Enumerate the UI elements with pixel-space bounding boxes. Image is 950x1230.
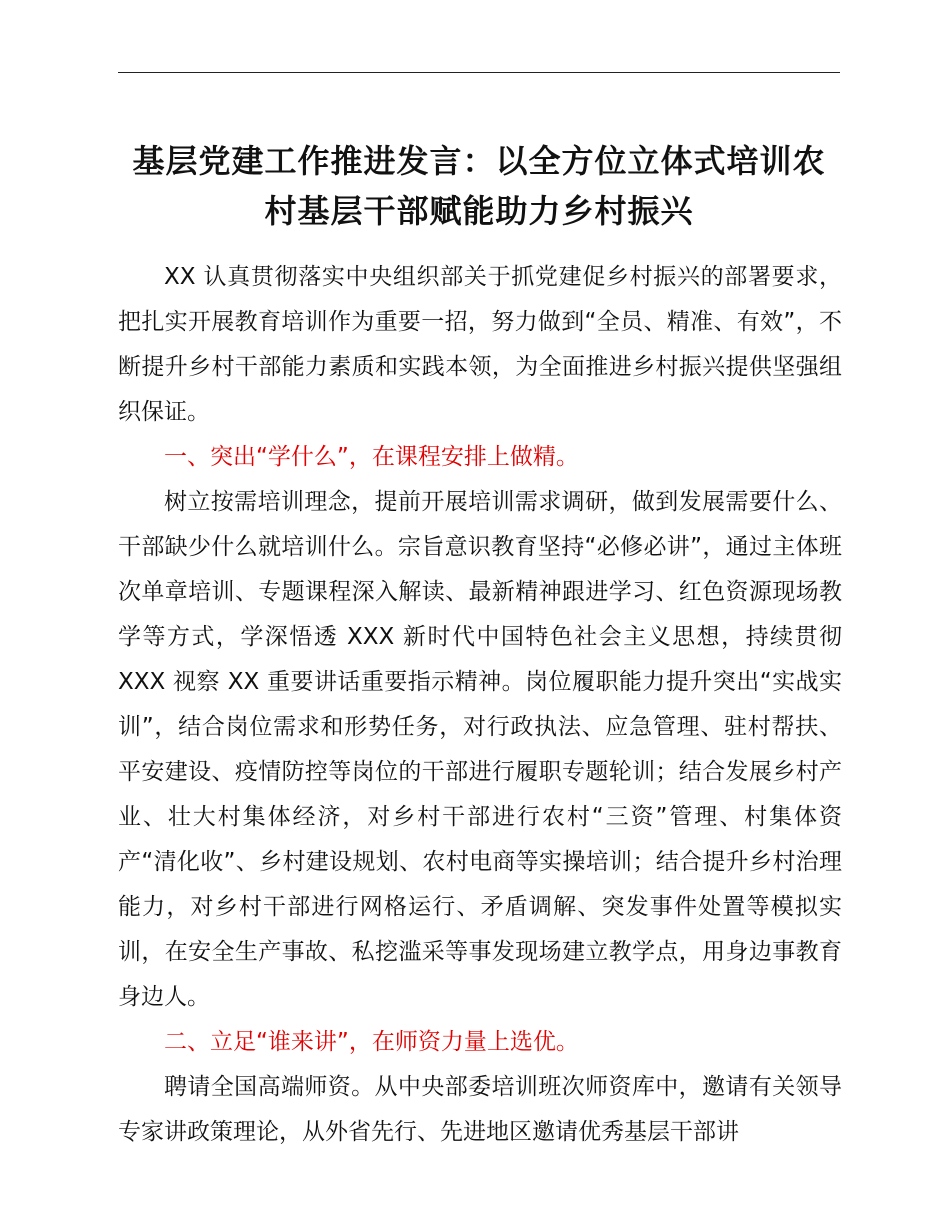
header-rule: [118, 72, 840, 73]
document-body: [118, 255, 842, 1155]
title-line-2: 村基层干部赋能助力乡村振兴: [264, 192, 694, 230]
title-line-1: 基层党建工作推进发言：以全方位立体式培训农: [132, 142, 826, 180]
section-2-heading: 二、立足“谁来讲”，在师资力量上选优。: [164, 1029, 579, 1055]
section-1-heading: 一、突出“学什么”，在课程安排上做精。: [164, 444, 579, 470]
section-2-paragraph: 聘请全国高端师资。从中央部委培训班次师资库中，邀请有关领导专家讲政策理论，从外省先行、先进地区邀请优秀基层干部讲: [118, 1074, 842, 1145]
intro-paragraph: XX 认真贯彻落实中央组织部关于抓党建促乡村振兴的部署要求，把扎实开展教育培训作为重要一招，努力做到“全员、精准、有效”，不断提升乡村干部能力素质和实践本领，为全面推进乡村振兴提供坚强组织保证。: [118, 264, 842, 425]
section-1-paragraph: 树立按需培训理念，提前开展培训需求调研，做到发展需要什么、干部缺少什么就培训什么。宗旨意识教育坚持“必修必讲”，通过主体班次单章培训、专题课程深入解读、最新精神跟进学习、红色资源现场教学等方式，学深悟透 XXX 新时代中国特色社会主义思想，持续贯彻 XXX 视察 XX 重要讲话重要指示精神。岗位履职能力提升突出“实战实训”，结合岗位需求和形势任务，对行政执法、应急管理、驻村帮扶、平安建设、疫情防控等岗位的干部进行履职专题轮训；结合发展乡村产业、壮大村集体经济，对乡村干部进行农村“三资”管理、村集体资产“清化收”、乡村建设规划、农村电商等实操培训；结合提升乡村治理能力，对乡村干部进行网格运行、矛盾调解、突发事件处置等模拟实训，在安全生产事故、私挖滥采等事发现场建立教学点，用身边事教育身边人。: [118, 489, 842, 1010]
page-title: [110, 136, 848, 236]
